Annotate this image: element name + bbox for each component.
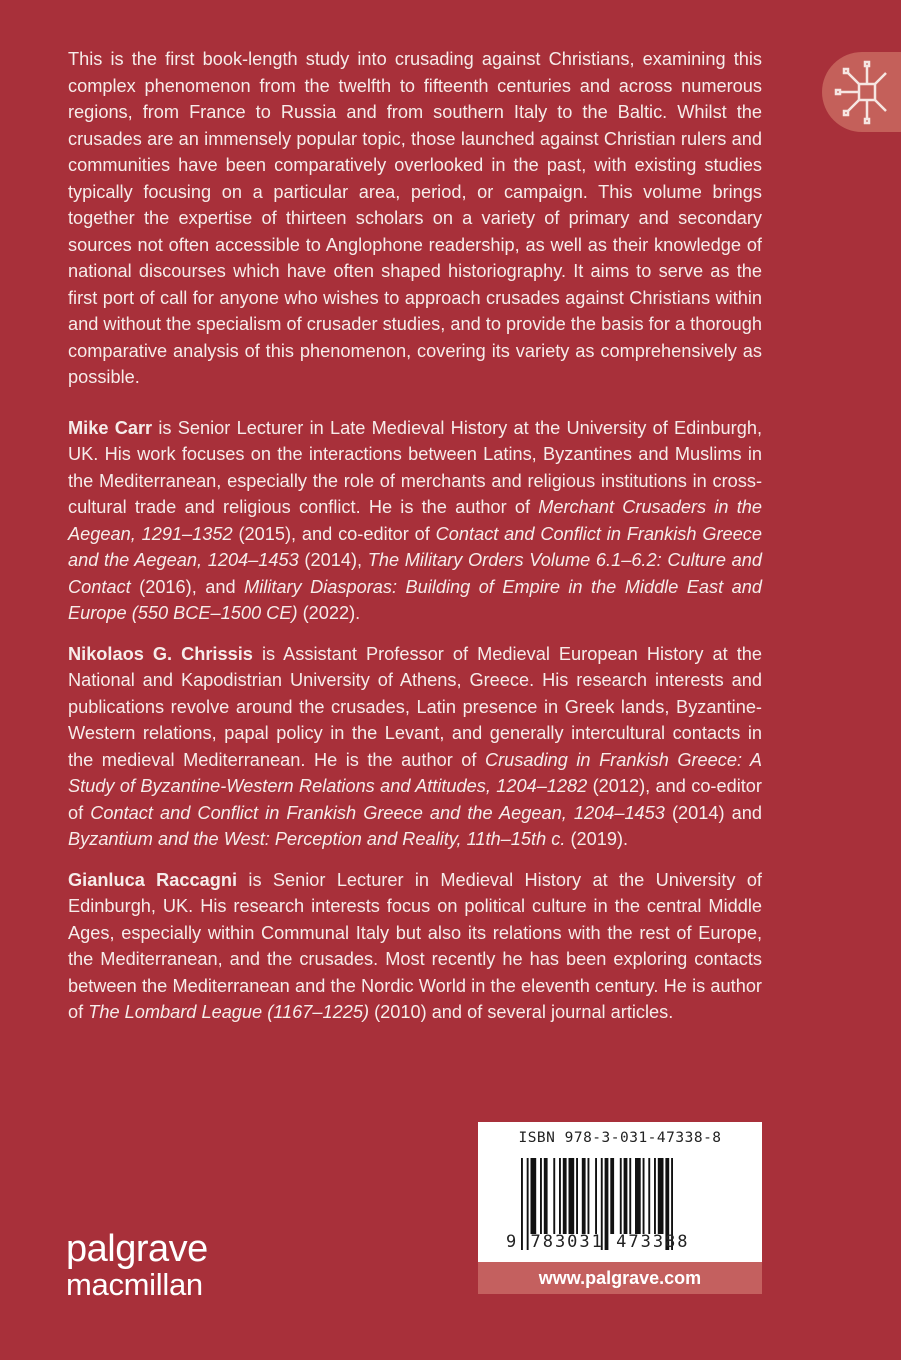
text-run: (2014), (298, 550, 368, 570)
barcode-bar (624, 1158, 628, 1234)
barcode-bar (569, 1158, 575, 1234)
barcode-digits: 9 783031 473388 (506, 1232, 690, 1252)
book-title: Merchant Crusaders in the Aegean, 1291–1352 (68, 497, 762, 544)
series-emblem (822, 52, 901, 132)
author-bio-raccagni (68, 867, 762, 1026)
author-bio-chrissis (68, 641, 762, 853)
text-run: is Senior Lecturer in Late Medieval History at the University of Edinburgh, UK. His work focuses on the interactions between Latins, Byzantines and Muslims in the Mediterranean, especially the role of merchants and religious institutions in cross-cultural trade and religious conflict. He is the author of (68, 417, 762, 517)
text-run: (2019). (565, 829, 629, 849)
text-run: (2016), and (130, 576, 245, 597)
barcode-bar (658, 1158, 664, 1234)
isbn-barcode (478, 1122, 762, 1262)
author-bio-carr (68, 415, 762, 627)
book-title: Military Diasporas: Building of Empire in the Middle East and Europe (550 BCE–1500 CE) (68, 576, 762, 623)
barcode-bar (559, 1158, 561, 1234)
barcode-bar (610, 1158, 614, 1234)
barcode-bar (544, 1158, 548, 1234)
book-title: Contact and Conflict in Frankish Greece and the Aegean, 1204–1453 (90, 802, 665, 823)
book-title: Crusading in Frankish Greece: A Study of Byzantine-Western Relations and Attitudes, 1204–1282 (68, 749, 762, 796)
book-title: The Lombard League (1167–1225) (88, 1002, 370, 1022)
text-run: (2012), and co-editor of (68, 776, 762, 823)
barcode-bar (595, 1158, 597, 1234)
isbn-text: ISBN 978-3-031-47338-8 (518, 1130, 722, 1146)
book-description (68, 46, 762, 391)
barcode-bar (576, 1158, 578, 1234)
barcode-bar (654, 1158, 656, 1234)
text-run: (2022). (297, 603, 361, 623)
barcode-bar (531, 1158, 537, 1234)
back-cover-text (68, 46, 762, 1040)
barcode-bar (588, 1158, 590, 1234)
book-title: Contact and Conflict in Frankish Greece and the Aegean, 1204–1453 (68, 523, 762, 570)
barcode-bar (582, 1158, 586, 1234)
barcode-bar (629, 1158, 631, 1234)
text-run: (2015), and co-editor of (232, 523, 436, 544)
barcode-bar (540, 1158, 542, 1234)
text-run: (2010) and of several journal articles. (369, 1002, 674, 1022)
logo-line-1: palgrave (66, 1228, 208, 1270)
text-run: (2014) and (664, 802, 762, 823)
barcode-bar (643, 1158, 645, 1234)
barcode-bar (563, 1158, 567, 1234)
barcode-bar (553, 1158, 555, 1234)
publisher-url[interactable]: www.palgrave.com (478, 1262, 762, 1294)
network-node-icon (832, 57, 901, 127)
palgrave-macmillan-logo (66, 1230, 208, 1302)
text-run: is Senior Lecturer in Medieval History at the University of Edinburgh, UK. His research interests focus on political culture in the central Middle Ages, especially within Communal Italy but also its relations with the rest of Europe, the Mediterranean, and the crusades. Most recently he has been exploring contacts between the Mediterranean and the Nordic World in the eleventh century. He is author of (68, 869, 762, 1022)
barcode-bar (620, 1158, 622, 1234)
text-run: is Assistant Professor of Medieval European History at the National and Kapodistrian University of Athens, Greece. His research interests and publications revolve around the crusades, Latin presence in Greek lands, Byzantine-Western relations, papal policy in the Levant, and generally intercultural contacts in the medieval Mediterranean. He is the author of (68, 643, 762, 770)
book-title: Byzantium and the West: Perception and Reality, 11th–15th c. (68, 829, 566, 849)
author-name: Nikolaos G. Chrissis (68, 643, 253, 664)
author-name: Mike Carr (68, 417, 153, 438)
author-name: Gianluca Raccagni (68, 869, 238, 890)
text-run: This is the first book-length study into crusading against Christians, examining this complex phenomenon from the twelfth to fifteenth centuries and across numerous regions, from France to Russia and from southern Italy to the Baltic. Whilst the crusades are an immensely popular topic, those launched against Christian rulers and communities have been comparatively overlooked in the past, with existing studies typically focusing on a particular area, period, or campaign. This volume brings together the expertise of thirteen scholars on a variety of primary and secondary sources not often accessible to Anglophone readership, as well as their knowledge of national discourses which have often shaped historiography. It aims to serve as the first port of call for anyone who wishes to approach crusades against Christians within and without the specialism of crusader studies, and to provide the basis for a thorough comparative analysis of this phenomenon, covering its variety as comprehensively as possible. (68, 49, 762, 387)
barcode-bar (635, 1158, 641, 1234)
book-title: The Military Orders Volume 6.1–6.2: Culture and Contact (68, 550, 762, 597)
logo-line-2: macmillan (66, 1267, 203, 1302)
barcode-bar (648, 1158, 650, 1234)
